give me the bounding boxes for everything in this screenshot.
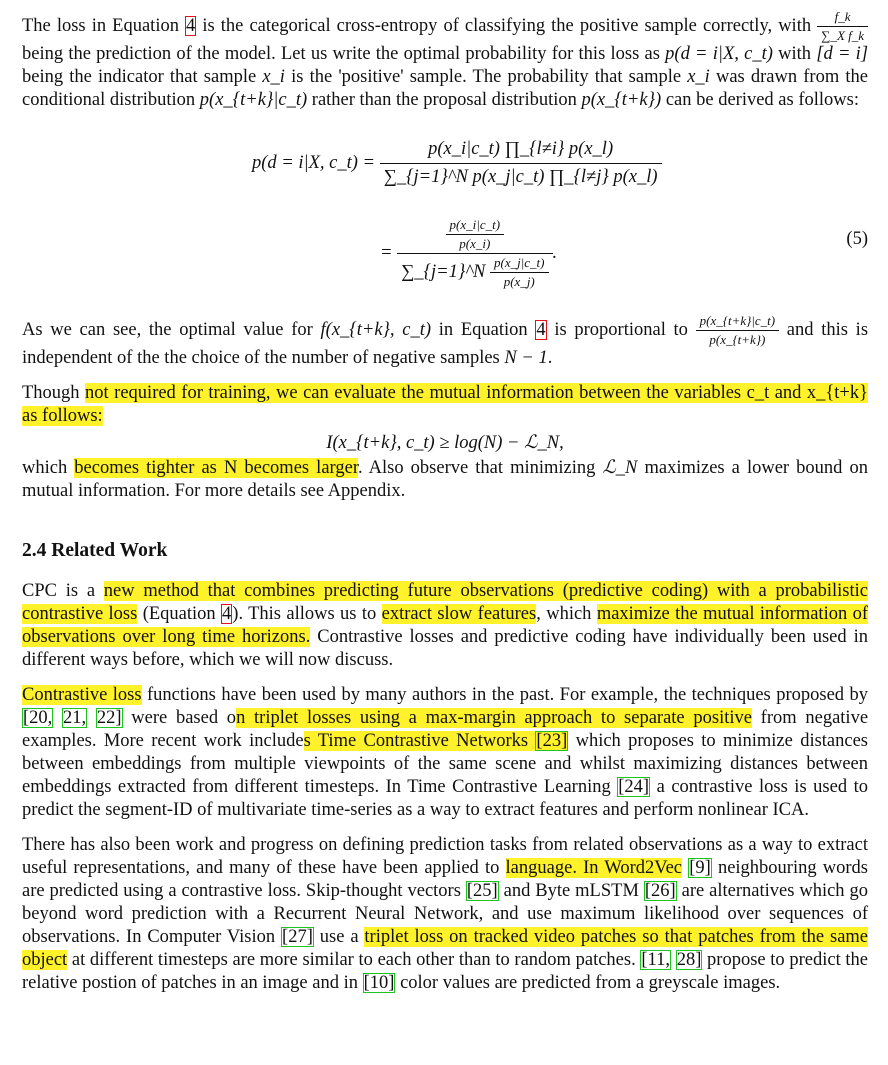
nested-denominator: p(x_j) <box>503 274 535 289</box>
text: propose to predict the relative postion of patches in an image and in <box>22 950 868 993</box>
text: being the indicator that sample <box>22 67 263 87</box>
citation-link[interactable]: [11, <box>641 950 670 970</box>
paragraph-mutual-information <box>22 382 868 428</box>
text: a contrastive loss is used to predict the segment-ID of multivariate time-series as a way to extract features and perform nonlinear ICA. <box>22 777 868 820</box>
citation-link[interactable]: 21, <box>63 708 87 728</box>
equation-line-2 <box>380 218 557 289</box>
fraction-denominator <box>397 254 552 289</box>
paragraph-loss <box>22 10 868 112</box>
paragraph-optimal-value <box>22 314 868 370</box>
equation-ref-link[interactable]: 4 <box>536 319 546 340</box>
math: x_i <box>687 67 710 87</box>
equation-fraction-2 <box>397 218 552 289</box>
text: CPC is a <box>22 581 104 601</box>
highlight: triplet loss on tracked video patches so that patches from the same object <box>22 927 869 970</box>
spacer <box>22 370 868 382</box>
highlight-text: s Time Contrastive Networks <box>303 731 536 751</box>
fraction-numerator: f_k <box>817 10 868 27</box>
text: color values are predicted from a greyscale images. <box>395 973 781 993</box>
citation-link[interactable]: 22] <box>96 708 122 728</box>
spacer <box>22 822 868 834</box>
text: rather than the proposal distribution <box>307 90 582 110</box>
highlight: new method that combines predicting future observations (predictive coding) with a probabilistic contrastive loss <box>22 581 868 624</box>
equation-ref-link[interactable]: 4 <box>222 604 232 624</box>
text: . Also observe that minimizing <box>357 458 603 478</box>
text: with <box>772 44 817 64</box>
text: at different timesteps are more similar to each other than to random patches. <box>67 950 641 970</box>
text: being the prediction of the model. Let us write the optimal probability for this loss as <box>22 44 666 64</box>
text: Though <box>22 383 86 403</box>
highlight: maximize the mutual information of observations over long time horizons. <box>22 604 868 647</box>
fraction-numerator: p(x_{t+k}|c_t) <box>696 314 779 331</box>
nested-fraction <box>446 218 505 251</box>
paper-page <box>22 10 868 995</box>
fraction-denominator: ∑_X f_k <box>821 28 865 43</box>
equation-5 <box>22 118 868 308</box>
math: [d = i] <box>816 44 869 64</box>
citation-link[interactable]: [9] <box>689 858 711 878</box>
text: Contrastive losses and predictive coding have individually been used in different ways before, which we will now discuss. <box>22 627 868 670</box>
citation-link[interactable]: [10] <box>363 973 395 993</box>
inline-fraction <box>696 314 779 347</box>
text: There has also been work and progress on defining prediction tasks from related observations as a way to extract useful representations, and many of these have been applied to <box>22 835 868 878</box>
math: p(d = i|X, c_t) <box>665 44 773 64</box>
nested-fraction <box>490 256 549 289</box>
math: p(x_{t+k}|c_t) <box>199 90 308 110</box>
text: which proposes to minimize distances between embeddings from multiple viewpoints of the same scene and whilst maximizing distances between embeddings extracted from different timesteps. In Time Contrastive Learning <box>22 731 869 797</box>
highlight: language. In Word2Vec <box>505 858 683 878</box>
text: . <box>547 348 553 368</box>
text: was drawn from the conditional distribution <box>22 67 868 110</box>
equation-number: (5) <box>846 229 868 249</box>
citation-link[interactable]: [25] <box>466 881 498 901</box>
nested-denominator: p(x_i) <box>459 236 491 251</box>
fraction-numerator <box>397 218 552 254</box>
spacer <box>22 672 868 684</box>
text: is the 'positive' sample. The probability that sample <box>284 67 688 87</box>
equation-line-1 <box>252 138 662 189</box>
sum-symbol: ∑_{j=1}^N <box>401 262 486 282</box>
math: f(x_{t+k}, c_t) <box>320 319 432 340</box>
math: N − 1 <box>504 348 548 368</box>
highlight: Contrastive loss <box>22 685 142 705</box>
highlight: not required for training, we can evaluate the mutual information between the variables c_t and x_{t+k} as follows: <box>22 383 868 426</box>
nested-numerator: p(x_j|c_t) <box>490 256 549 273</box>
inline-fraction <box>817 10 868 43</box>
paragraph-cpc <box>22 580 868 672</box>
fraction-numerator: p(x_i|c_t) ∏_{l≠i} p(x_l) <box>380 138 662 164</box>
citation-link[interactable]: [24] <box>618 777 650 797</box>
citation-link[interactable]: [20, <box>23 708 53 728</box>
text: The loss in Equation <box>22 15 186 36</box>
citation-link[interactable]: [23] <box>536 731 568 751</box>
equals-sign: = <box>380 243 393 263</box>
text: As we can see, the optimal value for <box>22 319 321 340</box>
mutual-information-bound: I(x_{t+k}, c_t) ≥ log(N) − ℒ_N, <box>326 433 564 453</box>
citation-link[interactable]: [27] <box>282 927 313 947</box>
section-heading: 2.4 Related Work <box>22 540 168 561</box>
math: x_i <box>262 67 285 87</box>
text: can be derived as follows: <box>661 90 859 110</box>
paragraph-mutual-information-cont <box>22 457 868 503</box>
fraction-denominator: p(x_{t+k}) <box>709 332 766 347</box>
text: functions have been used by many authors in the past. For example, the techniques proposed by <box>141 685 868 705</box>
equation-period: . <box>552 243 558 263</box>
text: which <box>22 458 75 478</box>
highlight: extract slow features <box>381 604 537 624</box>
paragraph-prediction-tasks <box>22 834 868 995</box>
text: is the categorical cross-entropy of classifying the positive sample correctly, with <box>196 15 818 36</box>
text: use a <box>313 927 365 947</box>
text: and this is independent of the the choice of the number of negative samples <box>22 319 869 368</box>
text: and Byte mLSTM <box>498 881 644 901</box>
math: ℒ_N <box>602 458 638 478</box>
text: maximizes a lower bound on mutual information. For more details see Appendix. <box>22 458 868 501</box>
text: ). This allows us to <box>232 604 382 624</box>
math: p(x_{t+k}) <box>581 90 662 110</box>
text: in Equation <box>431 319 536 340</box>
highlight <box>304 731 569 751</box>
equation-lhs: p(d = i|X, c_t) = <box>252 153 376 173</box>
text: , which <box>536 604 597 624</box>
text: are alternatives which go beyond word prediction with a Recurrent Neural Network, and use maximum likelihood over sequences of observations. In Computer Vision <box>22 881 868 947</box>
fraction-denominator: ∑_{j=1}^N p(x_j|c_t) ∏_{l≠j} p(x_l) <box>383 167 658 187</box>
highlight: becomes tighter as N becomes larger <box>74 458 358 478</box>
equation-fraction-1 <box>380 138 662 189</box>
citation-link[interactable]: [26] <box>644 881 676 901</box>
text: (Equation <box>137 604 222 624</box>
text: were based o <box>122 708 237 728</box>
nested-numerator: p(x_i|c_t) <box>446 218 505 235</box>
highlight: n triplet losses using a max-margin approach to separate positive <box>236 708 752 728</box>
text: neighbouring words are predicted using a contrastive loss. Skip-thought vectors <box>22 858 869 901</box>
paragraph-contrastive-loss <box>22 684 868 822</box>
citation-link[interactable]: 28] <box>676 950 702 970</box>
equation-ref-link[interactable]: 4 <box>186 15 196 36</box>
text: is proportional to <box>546 319 696 340</box>
text: from negative examples. More recent work include <box>22 708 869 751</box>
